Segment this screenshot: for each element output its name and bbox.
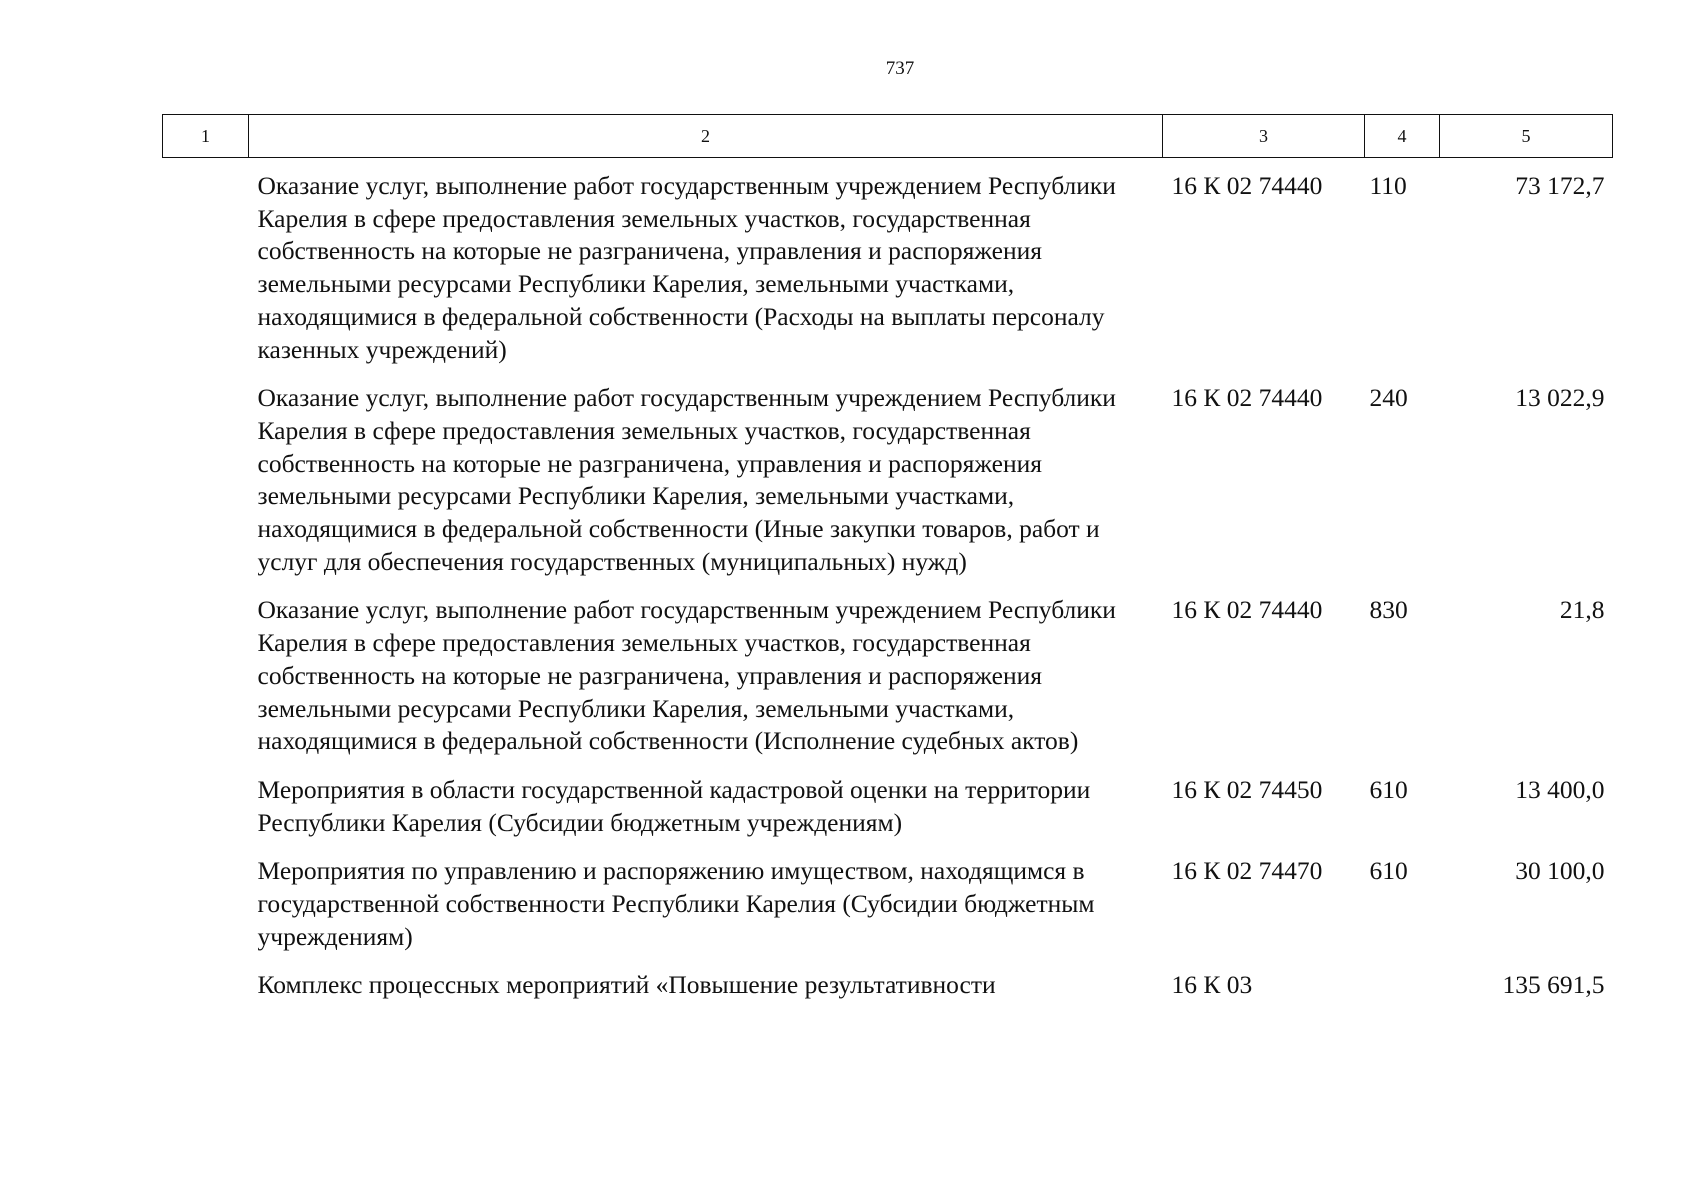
table-header — [163, 115, 1613, 158]
amount: 21,8 — [1559, 595, 1605, 625]
expense-type-code: 240 — [1369, 383, 1408, 413]
expense-type-code — [1365, 969, 1440, 1018]
table-row — [163, 774, 1613, 855]
row-number-cell — [163, 594, 249, 774]
target-article-code: 16 К 03 — [1171, 970, 1253, 1000]
expense-name: Комплекс процессных мероприятий «Повышение результативности — [257, 970, 996, 1000]
header-row — [163, 115, 1613, 158]
table-row — [163, 382, 1613, 594]
row-number-cell — [163, 774, 249, 855]
expense-type-code: 830 — [1369, 595, 1408, 625]
row-number-cell — [163, 969, 249, 1018]
row-number-cell — [163, 855, 249, 969]
header-col-2: 2 — [249, 115, 1163, 158]
amount: 135 691,5 — [1502, 970, 1605, 1000]
table-row — [163, 158, 1613, 383]
table-row — [163, 855, 1613, 969]
expense-name: Оказание услуг, выполнение работ государственным учреждением Республики Карелия в сфере предоставления земельных участков, государственная собственность на которые не разграничена, управления и распоряжения земельными ресурсами Республики Карелия, земельными участками, находящимися в федеральной собственности (Исполнение судебных актов) — [257, 595, 1116, 756]
table-row — [163, 594, 1613, 774]
header-col-5: 5 — [1440, 115, 1613, 158]
expense-type-code: 110 — [1369, 171, 1407, 200]
expense-name: Мероприятия в области государственной кадастровой оценки на территории Республики Карелия (Субсидии бюджетным учреждениям) — [257, 774, 1091, 837]
header-col-4: 4 — [1365, 115, 1440, 158]
header-col-3: 3 — [1163, 115, 1365, 158]
target-article-code: 16 К 02 74440 — [1171, 171, 1323, 200]
table-row — [163, 969, 1613, 1018]
expense-name: Мероприятия по управлению и распоряжению имуществом, находящимся в государственной собственности Республики Карелия (Субсидии бюджетным учреждениям) — [257, 856, 1095, 951]
row-number-cell — [163, 158, 249, 383]
target-article-code: 16 К 02 74450 — [1171, 774, 1323, 804]
target-article-code: 16 К 02 74470 — [1171, 856, 1323, 886]
expense-name: Оказание услуг, выполнение работ государственным учреждением Республики Карелия в сфере предоставления земельных участков, государственная собственность на которые не разграничена, управления и распоряжения земельными ресурсами Республики Карелия, земельными участками, находящимися в федеральной собственности (Иные закупки товаров, работ и услуг для обеспечения государственных (муниципальных) нужд) — [257, 383, 1116, 576]
row-number-cell — [163, 382, 249, 594]
amount: 13 022,9 — [1515, 383, 1605, 413]
header-col-1: 1 — [163, 115, 249, 158]
expense-name: Оказание услуг, выполнение работ государственным учреждением Республики Карелия в сфере предоставления земельных участков, государственная собственность на которые не разграничена, управления и распоряжения земельными ресурсами Республики Карелия, земельными участками, находящимися в федеральной собственности (Расходы на выплаты персоналу казенных учреждений) — [257, 171, 1116, 364]
table-body — [163, 158, 1613, 1019]
expense-type-code: 610 — [1369, 856, 1408, 886]
expense-type-code: 610 — [1369, 774, 1408, 804]
budget-table — [162, 114, 1613, 1018]
amount: 30 100,0 — [1515, 856, 1605, 886]
target-article-code: 16 К 02 74440 — [1171, 383, 1323, 413]
target-article-code: 16 К 02 74440 — [1171, 595, 1323, 625]
amount: 73 172,7 — [1515, 171, 1605, 200]
page-number: 737 — [885, 58, 915, 79]
amount: 13 400,0 — [1515, 774, 1605, 804]
